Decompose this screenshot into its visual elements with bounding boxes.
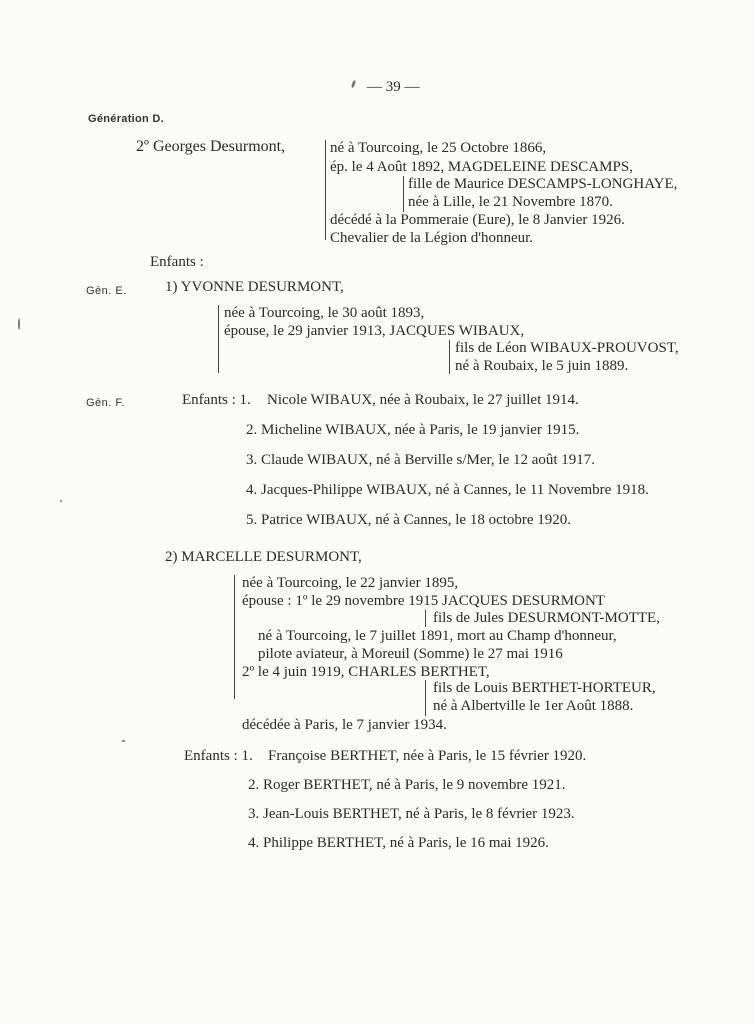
scan-speck xyxy=(122,740,125,742)
marcelle-birth: née à Tourcoing, le 22 janvier 1895, xyxy=(242,575,459,591)
georges-birth: né à Tourcoing, le 25 Octobre 1866, xyxy=(330,140,547,156)
jacques-desurmont-father: fils de Jules DESURMONT-MOTTE, xyxy=(433,610,660,626)
wibaux-children-label: Enfants : 1. xyxy=(182,392,251,408)
charles-birth: né à Albertville le 1er Août 1888. xyxy=(433,698,634,714)
enfants-label: Enfants : xyxy=(150,254,204,270)
georges-name: 2º Georges Desurmont, xyxy=(136,138,286,155)
scan-speck xyxy=(18,318,20,330)
marcelle-name: 2) MARCELLE DESURMONT, xyxy=(165,549,362,565)
berthet-children-label: Enfants : 1. xyxy=(184,748,253,764)
wibaux-child-5: 5. Patrice WIBAUX, né à Cannes, le 18 octobre 1920. xyxy=(246,512,572,528)
brace-line xyxy=(234,575,235,699)
brace-line xyxy=(218,305,219,373)
brace-line xyxy=(449,340,450,374)
berthet-child-3: 3. Jean-Louis BERTHET, né à Paris, le 8 février 1923. xyxy=(248,806,575,822)
wibaux-child-2: 2. Micheline WIBAUX, née à Paris, le 19 janvier 1915. xyxy=(246,422,580,438)
gen-e-label: Gén. E. xyxy=(86,285,127,297)
jacques-desurmont-death: pilote aviateur, à Moreuil (Somme) le 27 mai 1916 xyxy=(258,646,563,662)
marcelle-marriage-2: 2º le 4 juin 1919, CHARLES BERTHET, xyxy=(242,664,490,680)
page-number: — 39 — xyxy=(367,79,420,95)
marcelle-death: décédée à Paris, le 7 janvier 1934. xyxy=(242,717,447,733)
wibaux-child-3: 3. Claude WIBAUX, né à Berville s/Mer, le 12 août 1917. xyxy=(246,452,596,468)
charles-father: fils de Louis BERTHET-HORTEUR, xyxy=(433,680,656,696)
yvonne-name: 1) YVONNE DESURMONT, xyxy=(165,279,344,295)
jacques-desurmont-birth: né à Tourcoing, le 7 juillet 1891, mort au Champ d'honneur, xyxy=(258,628,617,644)
berthet-child-1: Françoise BERTHET, née à Paris, le 15 février 1920. xyxy=(268,748,587,764)
marcelle-marriage-1: épouse : 1º le 29 novembre 1915 JACQUES DESURMONT xyxy=(242,593,605,609)
scan-speck xyxy=(351,80,357,89)
georges-marriage: ép. le 4 Août 1892, MAGDELEINE DESCAMPS, xyxy=(330,159,633,175)
brace-line xyxy=(403,176,404,212)
berthet-child-4: 4. Philippe BERTHET, né à Paris, le 16 mai 1926. xyxy=(248,835,549,851)
magdeleine-birth: née à Lille, le 21 Novembre 1870. xyxy=(408,194,613,210)
georges-honor: Chevalier de la Légion d'honneur. xyxy=(330,230,534,246)
jacques-birth: né à Roubaix, le 5 juin 1889. xyxy=(455,358,629,374)
jacques-father: fils de Léon WIBAUX-PROUVOST, xyxy=(455,340,679,356)
magdeleine-father: fille de Maurice DESCAMPS-LONGHAYE, xyxy=(408,176,678,192)
brace-line xyxy=(425,610,426,627)
wibaux-child-1: Nicole WIBAUX, née à Roubaix, le 27 juillet 1914. xyxy=(267,392,579,408)
brace-line xyxy=(425,680,426,716)
yvonne-birth: née à Tourcoing, le 30 août 1893, xyxy=(224,305,425,321)
generation-heading: Génération D. xyxy=(88,113,165,125)
wibaux-child-4: 4. Jacques-Philippe WIBAUX, né à Cannes, le 11 Novembre 1918. xyxy=(246,482,649,498)
brace-line xyxy=(325,140,326,240)
yvonne-marriage: épouse, le 29 janvier 1913, JACQUES WIBAUX, xyxy=(224,323,525,339)
berthet-child-2: 2. Roger BERTHET, né à Paris, le 9 novembre 1921. xyxy=(248,777,566,793)
scan-speck xyxy=(60,500,62,502)
gen-f-label: Gén. F. xyxy=(86,397,125,409)
georges-death: décédé à la Pommeraie (Eure), le 8 Janvier 1926. xyxy=(330,212,625,228)
